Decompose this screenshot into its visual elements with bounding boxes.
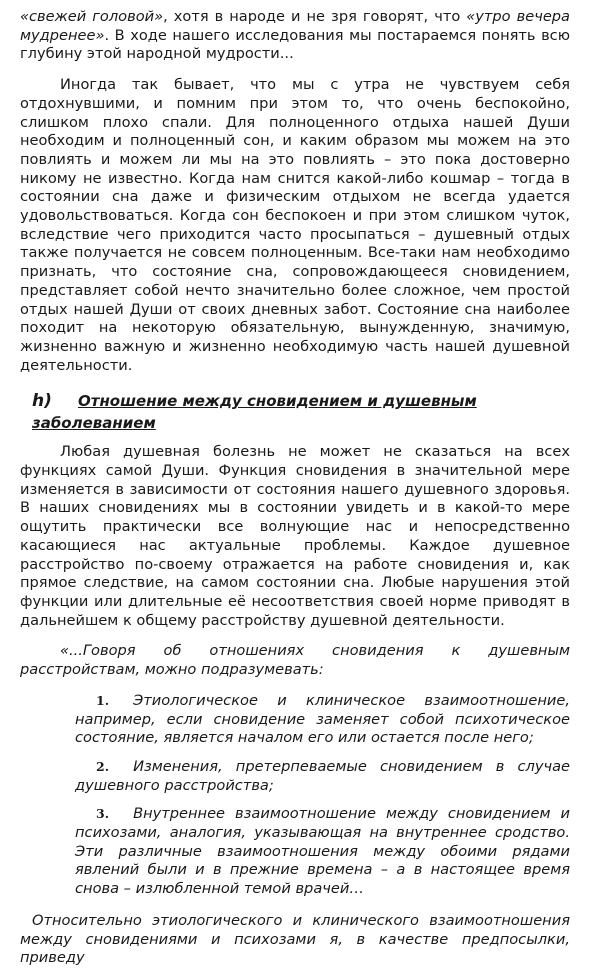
intro-text-1: , хотя в народе и не зря говорят, что: [163, 8, 467, 25]
list-item-number: 2.: [96, 758, 110, 774]
section-title: Отношение между сновидением и душевным заболеванием: [32, 392, 477, 433]
list-item: [75, 805, 570, 899]
section-letter: h): [32, 391, 52, 412]
quote-intro: «...Говоря об отношениях сновидения к душевным расстройствам, можно подразумевать:: [20, 642, 570, 679]
intro-paragraph: [20, 8, 570, 64]
list-item: [75, 692, 570, 748]
list-item-text: Изменения, претерпеваемые сновидением в случае душевного расстройства;: [75, 757, 570, 794]
list-item-text: Внутреннее взаимоотношение между сновидением и психозами, аналогия, указывающая на внутреннее сродство. Эти различные взаимоотношения между обоими рядами явлений были и в прежние времена – а в настоящее время снова – излюбленной темой врачей…: [75, 805, 570, 898]
list-item-number: 3.: [96, 806, 110, 822]
intro-quote-1: «свежей головой»: [20, 8, 164, 25]
closing-paragraph: Относительно этиологического и клинического взаимоотношения между сновидениями и психозами я, в качестве предпосылки, приведу: [20, 911, 570, 967]
paragraph-sleep-rest: Иногда так бывает, что мы с утра не чувствуем себя отдохнувшими, и помним при этом то, что очень беспокойно, слишком плохо спали. Для полноценного отдыха нашей Души необходим и полноценный сон, и каким образом мы можем на это повлиять и можем ли мы на это повлиять – это пока достоверно никому не известно. Когда нам снится какой-либо кошмар – тогда в состоянии сна даже и физическим отдыхом не всегда удается удовольствоваться. Когда сон беспокоен и при этом слишком чуток, вследствие чего приходится часто просыпаться – душевный отдых также получается не совсем полноценным. Все-таки нам необходимо признать, что состояние сна, сопровождающееся сновидением, представляет собой нечто значительно более сложное, чем простой отдых нашей Души от своих дневных забот. Состояние сна наиболее походит на некоторую обязательную, вынужденную, значимую, жизненно важную и жизненно необходимую часть нашей душевной деятельности.: [20, 76, 570, 374]
section-heading: [32, 390, 570, 434]
list-item-number: 1.: [96, 692, 110, 708]
paragraph-mental-illness: Любая душевная болезнь не может не сказаться на всех функциях самой Души. Функция сновидения в значительной мере изменяется в зависимости от состояния нашего душевного здоровья. В наших сновидениях мы в состоянии увидеть и в какой-то мере ощутить практически все волнующие нас и непосредственно касающиеся нас актуальные проблемы. Каждое душевное расстройство по-своему отражается на работе сновидения и, как прямое следствие, на самом состоянии сна. Любые нарушения этой функции или длительные её несоответствия своей норме приводят в дальнейшем к общему расстройству душевной деятельности.: [20, 443, 570, 629]
intro-text-2: . В ходе нашего исследования мы постараемся понять всю глубину этой народной мудрости...: [20, 26, 570, 63]
numbered-list: [20, 692, 570, 899]
intro-quote-2: «утро вечера мудренее»: [20, 8, 571, 44]
list-item-text: Этиологическое и клиническое взаимоотношение, например, если сновидение заменяет собой психотическое состояние, является началом его или остается после него;: [75, 691, 570, 747]
list-item: [75, 758, 570, 795]
